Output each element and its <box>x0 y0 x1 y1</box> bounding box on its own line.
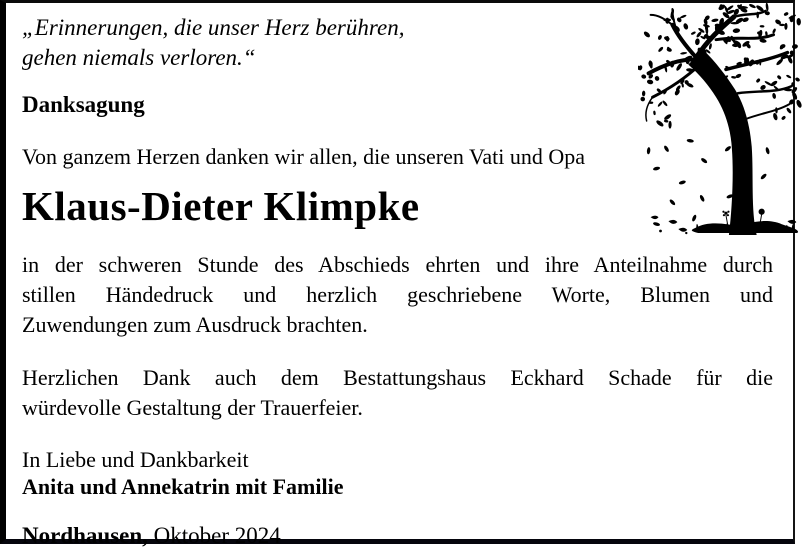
tree-ground <box>651 216 798 235</box>
paragraph-line: Herzlichen Dank auch dem Bestattungshaus Eckhard Schade für die <box>22 365 773 390</box>
quote-line-2: gehen niemals verloren.“ <box>22 45 256 70</box>
closing-block <box>22 446 771 500</box>
tree-leaves <box>638 2 802 226</box>
paragraph-line: würdevolle Gestaltung der Trauerfeier. <box>22 395 363 420</box>
thanks-paragraph <box>22 250 773 340</box>
closing-line: In Liebe und Dankbarkeit <box>22 447 249 472</box>
funeral-home-paragraph <box>22 363 773 423</box>
autumn-tree-icon <box>638 2 802 235</box>
family-names: Anita und Annekatrin mit Familie <box>22 474 344 499</box>
tree-trunk <box>688 50 756 235</box>
city-name: Nordhausen, <box>22 523 148 548</box>
date-text: Oktober 2024 <box>147 523 281 548</box>
deceased-name: Klaus-Dieter Klimpke <box>22 183 420 229</box>
paragraph-line: stillen Händedruck und herzlich geschriebene Worte, Blumen und <box>22 282 773 307</box>
paragraph-line: Zuwendungen zum Ausdruck brachten. <box>22 312 368 337</box>
dateline <box>22 522 771 550</box>
heading-danksagung: Danksagung <box>22 92 145 117</box>
intro-line: Von ganzem Herzen danken wir allen, die unseren Vati und Opa <box>22 144 586 169</box>
quote-line-1: „Erinnerungen, die unser Herz berühren, <box>22 15 405 40</box>
paragraph-line: in der schweren Stunde des Abschieds ehrten und ihre Anteilnahme durch <box>22 252 773 277</box>
